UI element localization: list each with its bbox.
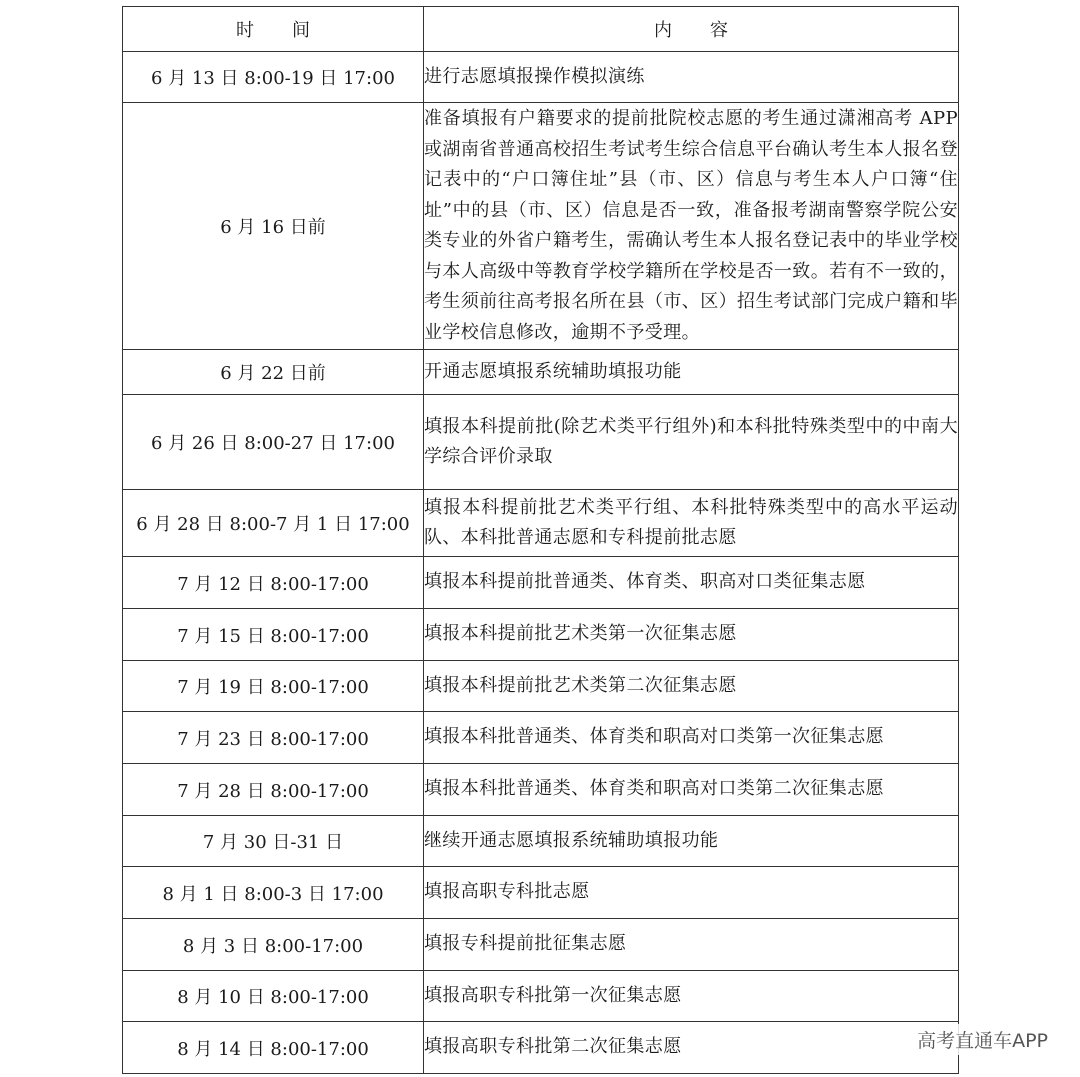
table-row (123, 816, 959, 867)
table-row (123, 867, 959, 919)
table-row (123, 712, 959, 764)
row-time: 6 月 13 日 8:00-19 日 17:00 (123, 52, 424, 103)
row-content: 填报本科提前批普通类、体育类、职高对口类征集志愿 (424, 557, 959, 609)
table-row (123, 609, 959, 661)
table-row (123, 103, 959, 350)
row-time: 8 月 1 日 8:00-3 日 17:00 (123, 867, 424, 919)
row-content: 填报本科批普通类、体育类和职高对口类第一次征集志愿 (424, 712, 959, 764)
table-row (123, 490, 959, 557)
table-row (123, 350, 959, 395)
row-time: 8 月 3 日 8:00-17:00 (123, 919, 424, 971)
row-content: 填报专科提前批征集志愿 (424, 919, 959, 971)
row-time: 6 月 28 日 8:00-7 月 1 日 17:00 (123, 490, 424, 557)
row-time: 6 月 22 日前 (123, 350, 424, 395)
row-time: 6 月 16 日前 (123, 103, 424, 350)
table-row (123, 971, 959, 1022)
row-content: 进行志愿填报操作模拟演练 (424, 52, 959, 103)
row-time: 7 月 23 日 8:00-17:00 (123, 712, 424, 764)
row-content: 准备填报有户籍要求的提前批院校志愿的考生通过潇湘高考 APP 或湖南省普通高校招生考试考生综合信息平台确认考生本人报名登记表中的“户口簿住址”县（市、区）信息与考生本人户口簿“住址”中的县（市、区）信息是否一致，准备报考湖南警察学院公安类专业的外省户籍考生，需确认考生本人报名登记表中的毕业学校与本人高级中等教育学校学籍所在学校是否一致。若有不一致的，考生须前往高考报名所在县（市、区）招生考试部门完成户籍和毕业学校信息修改，逾期不予受理。 (424, 103, 959, 350)
row-content: 填报高职专科批第一次征集志愿 (424, 971, 959, 1022)
row-content: 填报本科提前批(除艺术类平行组外)和本科批特殊类型中的中南大学综合评价录取 (424, 395, 959, 490)
table-row (123, 661, 959, 712)
watermark-text: 高考直通车APP (913, 1024, 1052, 1055)
schedule-table (122, 6, 959, 1074)
row-time: 7 月 15 日 8:00-17:00 (123, 609, 424, 661)
header-time: 时间 (123, 7, 424, 52)
row-content: 填报高职专科批志愿 (424, 867, 959, 919)
table-row (123, 52, 959, 103)
table-row (123, 395, 959, 490)
row-time: 7 月 12 日 8:00-17:00 (123, 557, 424, 609)
row-content: 填报本科提前批艺术类平行组、本科批特殊类型中的高水平运动队、本科批普通志愿和专科提前批志愿 (424, 490, 959, 557)
row-time: 8 月 14 日 8:00-17:00 (123, 1022, 424, 1074)
row-time: 7 月 28 日 8:00-17:00 (123, 764, 424, 816)
table-row (123, 1022, 959, 1074)
row-content: 填报高职专科批第二次征集志愿 (424, 1022, 959, 1074)
row-content: 填报本科提前批艺术类第二次征集志愿 (424, 661, 959, 712)
row-time: 7 月 30 日-31 日 (123, 816, 424, 867)
row-time: 7 月 19 日 8:00-17:00 (123, 661, 424, 712)
row-content: 填报本科批普通类、体育类和职高对口类第二次征集志愿 (424, 764, 959, 816)
table-row (123, 557, 959, 609)
table-row (123, 919, 959, 971)
row-content: 填报本科提前批艺术类第一次征集志愿 (424, 609, 959, 661)
row-time: 6 月 26 日 8:00-27 日 17:00 (123, 395, 424, 490)
header-content: 内容 (424, 7, 959, 52)
row-time: 8 月 10 日 8:00-17:00 (123, 971, 424, 1022)
table-header-row (123, 7, 959, 52)
row-content: 开通志愿填报系统辅助填报功能 (424, 350, 959, 395)
table-row (123, 764, 959, 816)
row-content: 继续开通志愿填报系统辅助填报功能 (424, 816, 959, 867)
